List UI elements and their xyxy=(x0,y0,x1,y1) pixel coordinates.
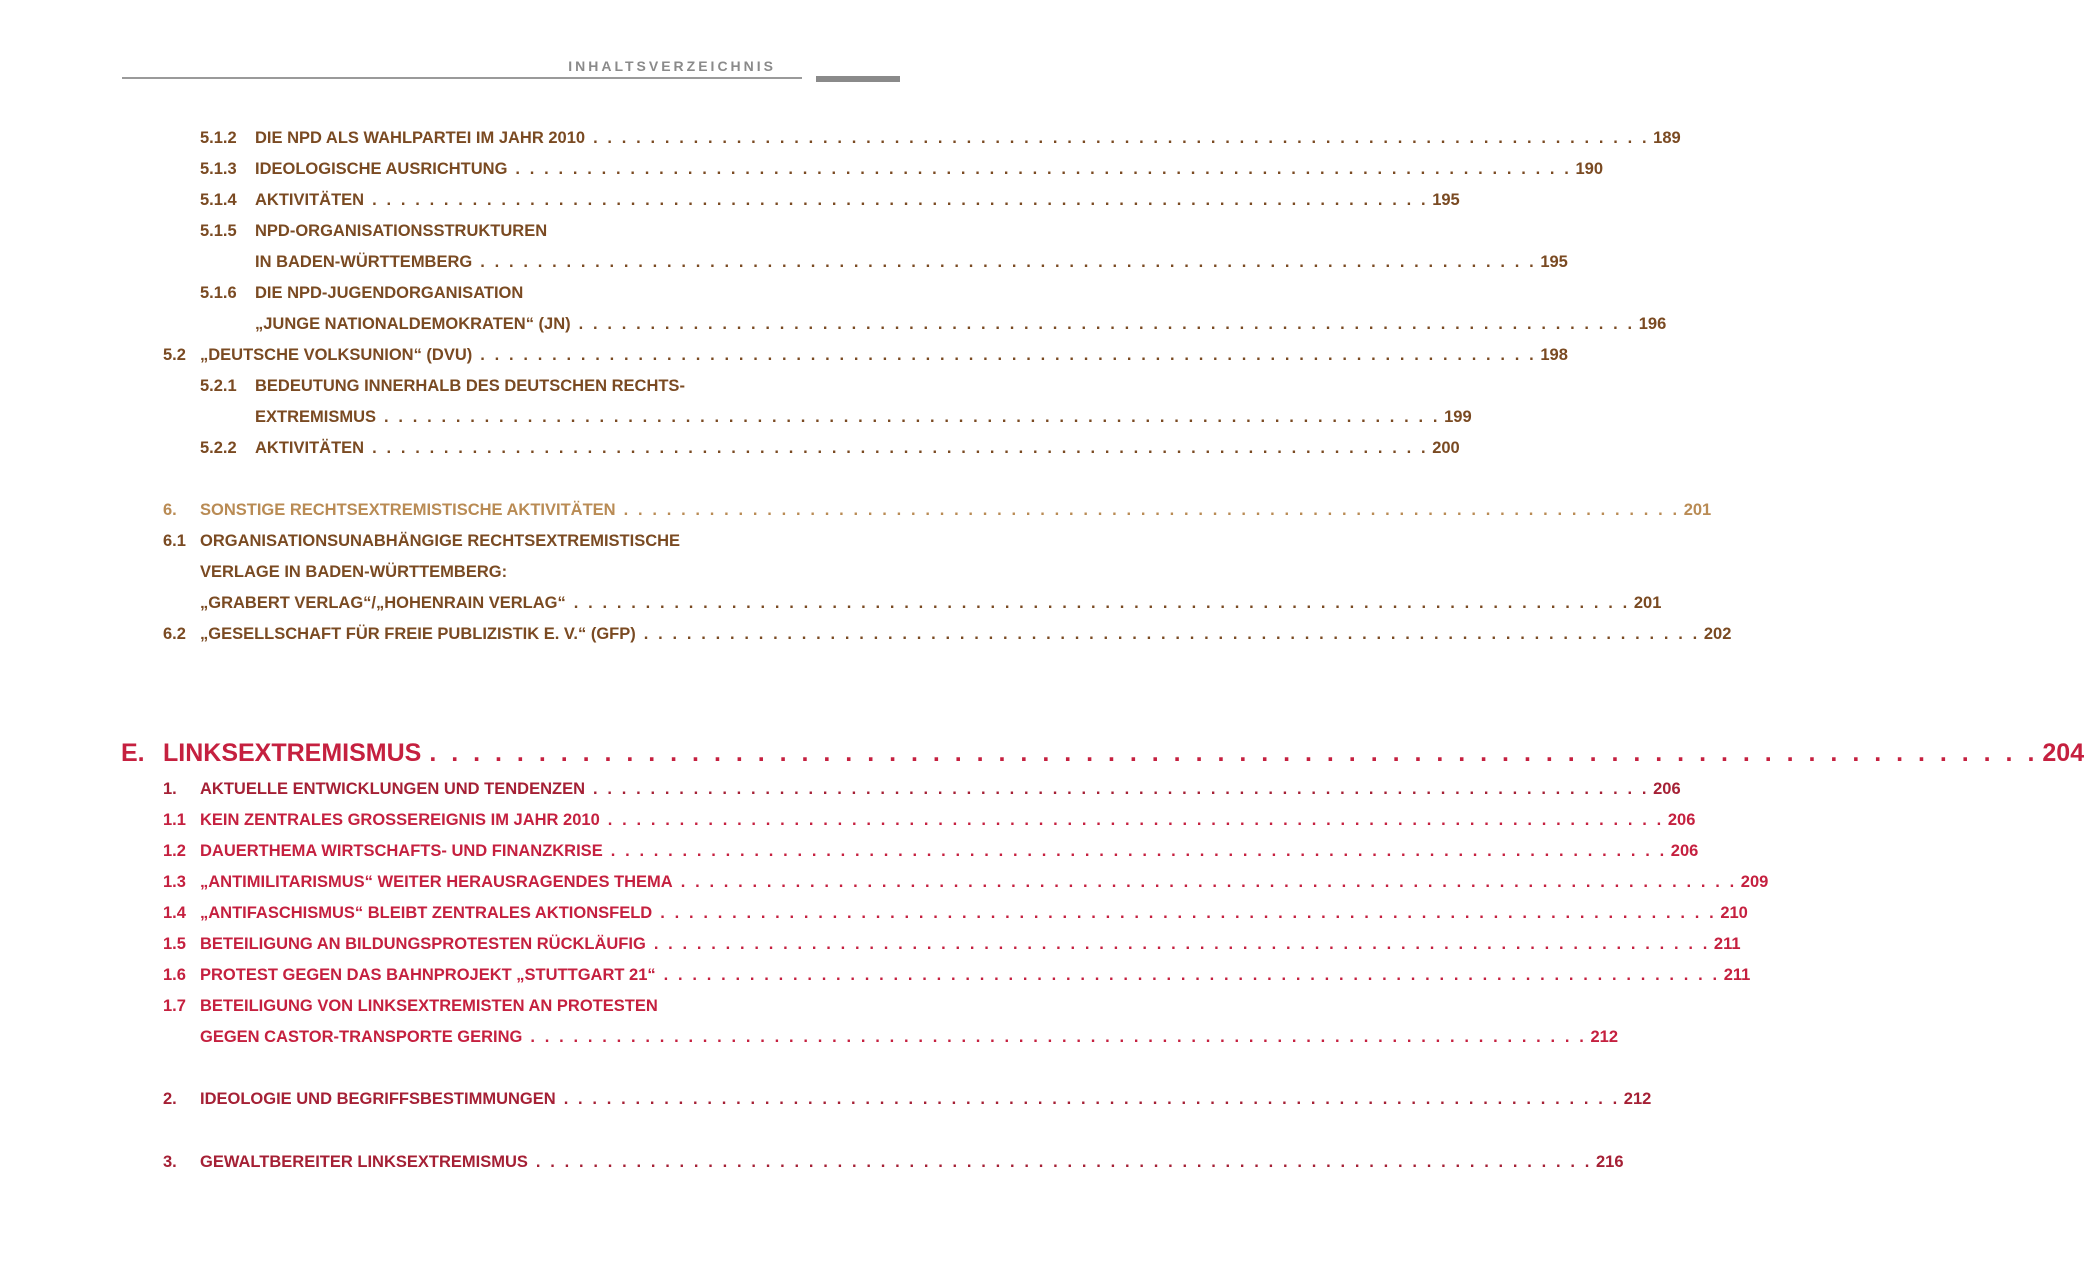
header-title: INHALTSVERZEICHNIS xyxy=(568,58,776,74)
toc-title: IDEOLOGIE UND BEGRIFFSBESTIMMUNGEN xyxy=(200,1090,556,1108)
toc-title: VERLAGE IN BADEN-WÜRTTEMBERG: xyxy=(200,563,508,581)
toc-page-number: 199 xyxy=(1444,408,1472,426)
toc-title: „GRABERT VERLAG“/„HOHENRAIN VERLAG“ xyxy=(200,594,566,612)
toc-leader-dots: . . . . . . . . . . . . . . . . . . . . . . . . . . . . . . . . . . . . . . . . . . . . . . . . . . . . . . . . . . . . . . . . . . . . . . . . . . xyxy=(680,873,1737,891)
toc-title: KEIN ZENTRALES GROSSEREIGNIS IM JAHR 2010 xyxy=(200,811,600,829)
toc-leader-dots: . . . . . . . . . . . . . . . . . . . . . . . . . . . . . . . . . . . . . . . . . . . . . . . . . . . . . . . . . . . . . . . . . . . . . . . . . . xyxy=(563,1090,1620,1108)
toc-title: NPD-ORGANISATIONSSTRUKTUREN xyxy=(255,222,548,240)
toc-title: EXTREMISMUS xyxy=(255,408,377,426)
toc-leader-dots: . . . . . . . . . . . . . . . . . . . . . . . . . . . . . . . . . . . . . . . . . . . . . . . . . . . . . . . . . . . . . . . . . . . . . . . . . . xyxy=(623,501,1680,519)
toc-page-number: 206 xyxy=(1667,811,1696,829)
toc-leader-dots: . . . . . . . . . . . . . . . . . . . . . . . . . . . . . . . . . . . . . . . . . . . . . . . . . . . . . . . . . . . . . . . . . . . . . . . . . . xyxy=(535,1153,1592,1171)
toc-page-number: 195 xyxy=(1540,253,1568,271)
toc-title: DIE NPD-JUGENDORGANISATION xyxy=(255,284,524,302)
toc-number: 5.1.5 xyxy=(200,222,237,240)
toc-title: „DEUTSCHE VOLKSUNION“ (DVU) xyxy=(200,346,473,364)
toc-title: PROTEST GEGEN DAS BAHNPROJEKT „STUTTGART 21“ xyxy=(200,966,656,984)
toc-leader-dots: . . . . . . . . . . . . . . . . . . . . . . . . . . . . . . . . . . . . . . . . . . . . . . . . . . . . . . . . . . . . . . . . . . . . . . . . . . xyxy=(480,346,1537,364)
toc-leader-dots: . . . . . . . . . . . . . . . . . . . . . . . . . . . . . . . . . . . . . . . . . . . . . . . . . . . . . . . . . . . . . . . . . . . . . . . . . . xyxy=(660,904,1717,922)
toc-number: 5.2.2 xyxy=(200,439,237,457)
toc-page-number: 204 xyxy=(2042,739,2084,767)
toc-page-number: 198 xyxy=(1540,346,1568,364)
toc-entry[interactable] xyxy=(0,377,900,408)
toc-page-number: 195 xyxy=(1432,191,1460,209)
toc-number: 1.1 xyxy=(163,811,186,829)
toc-entry[interactable] xyxy=(0,160,1604,191)
toc-entry[interactable] xyxy=(0,222,900,253)
toc-number: 5.2.1 xyxy=(200,377,237,395)
toc-entry-continuation[interactable] xyxy=(0,563,900,594)
toc-leader-dots: . . . . . . . . . . . . . . . . . . . . . . . . . . . . . . . . . . . . . . . . . . . . . . . . . . . . . . . . . . . . . . . . . . . . . . . . . . xyxy=(480,253,1537,271)
toc-leader-dots: . . . . . . . . . . . . . . . . . . . . . . . . . . . . . . . . . . . . . . . . . . . . . . . . . . . . . . . . . . . . . . . . . . . . . . . . . . xyxy=(384,408,1441,426)
toc-title: „GESELLSCHAFT FÜR FREIE PUBLIZISTIK E. V.“ (GFP) xyxy=(200,625,636,643)
toc-leader-dots: . . . . . . . . . . . . . . . . . . . . . . . . . . . . . . . . . . . . . . . . . . . . . . . . . . . . . . . . . . . . . . . . . . . . . . . . . . xyxy=(573,594,1630,612)
toc-page-number: 196 xyxy=(1638,315,1667,333)
toc-number: 3. xyxy=(163,1153,177,1171)
toc-entry-continuation[interactable] xyxy=(0,1028,1619,1059)
toc-entry[interactable] xyxy=(0,346,1568,377)
toc-page-number: 209 xyxy=(1740,873,1769,891)
toc-number: 5.1.2 xyxy=(200,129,237,147)
toc-number: 5.1.6 xyxy=(200,284,237,302)
toc-entry[interactable] xyxy=(0,1090,1652,1121)
toc-number: 1.3 xyxy=(163,873,186,891)
toc-number: 6.2 xyxy=(163,625,186,643)
toc-entry[interactable] xyxy=(0,191,1460,222)
toc-entry[interactable] xyxy=(0,997,900,1028)
toc-entry[interactable] xyxy=(0,780,1681,811)
toc-title: „JUNGE NATIONALDEMOKRATEN“ (JN) xyxy=(255,315,571,333)
toc-number: 1. xyxy=(163,780,177,798)
toc-leader-dots: . . . . . . . . . . . . . . . . . . . . . . . . . . . . . . . . . . . . . . . . . . . . . . . . . . . . . . . . . . . . . . . . . . . . . . . . . . xyxy=(610,842,1667,860)
toc-number: 1.5 xyxy=(163,935,186,953)
toc-number: 1.7 xyxy=(163,997,186,1015)
toc-title: LINKSEXTREMISMUS xyxy=(163,739,422,767)
toc-title: DIE NPD ALS WAHLPARTEI IM JAHR 2010 xyxy=(255,129,586,147)
toc-page-number: 200 xyxy=(1432,439,1460,457)
toc-leader-dots: . . . . . . . . . . . . . . . . . . . . . . . . . . . . . . . . . . . . . . . . . . . . . . . . . . . . . . . . . . . . . . . . . . . . . . . . . . xyxy=(530,1028,1587,1046)
toc-title: ORGANISATIONSUNABHÄNGIGE RECHTSEXTREMISTISCHE xyxy=(200,532,681,550)
toc-title: „ANTIFASCHISMUS“ BLEIBT ZENTRALES AKTIONSFELD xyxy=(200,904,653,922)
toc-title: BETEILIGUNG AN BILDUNGSPROTESTEN RÜCKLÄUFIG xyxy=(200,935,646,953)
toc-leader-dots: . . . . . . . . . . . . . . . . . . . . . . . . . . . . . . . . . . . . . . . . . . . . . . . . . . . . . . . . . . . . . . . . . . . . . . . . . . xyxy=(515,160,1572,178)
toc-page-number: 201 xyxy=(1633,594,1662,612)
toc-page-number: 211 xyxy=(1723,966,1751,984)
toc-chapter-entry[interactable] xyxy=(0,739,2084,779)
toc-number: 1.2 xyxy=(163,842,186,860)
toc-entry[interactable] xyxy=(0,811,1696,842)
toc-entry[interactable] xyxy=(0,873,1769,904)
toc-leader-dots: . . . . . . . . . . . . . . . . . . . . . . . . . . . . . . . . . . . . . . . . . . . . . . . . . . . . . . . . . . . . . . . . . . . . . . . . . . xyxy=(372,439,1429,457)
toc-title: IN BADEN-WÜRTTEMBERG xyxy=(255,253,473,271)
toc-entry[interactable] xyxy=(0,842,1699,873)
toc-entry-continuation[interactable] xyxy=(0,408,1472,439)
toc-entry-continuation[interactable] xyxy=(0,594,1662,625)
toc-leader-dots: . . . . . . . . . . . . . . . . . . . . . . . . . . . . . . . . . . . . . . . . . . . . . . . . . . . . . . . . . . . . . . . . . . . . . . . . . . xyxy=(372,191,1429,209)
toc-leader-dots: . . . . . . . . . . . . . . . . . . . . . . . . . . . . . . . . . . . . . . . . . . . . . . . . . . . . . . . . . . . . . . . . . . . . . . . . . . xyxy=(663,966,1720,984)
toc-page-number: 216 xyxy=(1595,1153,1624,1171)
toc-title: DAUERTHEMA WIRTSCHAFTS- UND FINANZKRISE xyxy=(200,842,603,860)
toc-entry[interactable] xyxy=(0,904,1748,935)
header-rule xyxy=(122,77,802,79)
toc-entry[interactable] xyxy=(0,966,1751,997)
toc-entry[interactable] xyxy=(0,129,1681,160)
toc-leader-dots: . . . . . . . . . . . . . . . . . . . . . . . . . . . . . . . . . . . . . . . . . . . . . . . . . . . . . . . . . . . . . . . . . . . . . . . . . . xyxy=(429,739,2039,767)
toc-page-number: 202 xyxy=(1703,625,1732,643)
toc-page-number: 211 xyxy=(1713,935,1741,953)
toc-leader-dots: . . . . . . . . . . . . . . . . . . . . . . . . . . . . . . . . . . . . . . . . . . . . . . . . . . . . . . . . . . . . . . . . . . . . . . . . . . xyxy=(643,625,1700,643)
toc-title: GEWALTBEREITER LINKSEXTREMISMUS xyxy=(200,1153,528,1171)
toc-number: 5.1.3 xyxy=(200,160,237,178)
toc-entry[interactable] xyxy=(0,284,900,315)
toc-page-number: 212 xyxy=(1590,1028,1619,1046)
toc-entry[interactable] xyxy=(0,625,1732,656)
toc-entry-continuation[interactable] xyxy=(0,253,1568,284)
toc-leader-dots: . . . . . . . . . . . . . . . . . . . . . . . . . . . . . . . . . . . . . . . . . . . . . . . . . . . . . . . . . . . . . . . . . . . . . . . . . . xyxy=(593,780,1650,798)
toc-title: AKTUELLE ENTWICKLUNGEN UND TENDENZEN xyxy=(200,780,585,798)
toc-number: 1.6 xyxy=(163,966,186,984)
toc-number: 5.1.4 xyxy=(200,191,237,209)
toc-leader-dots: . . . . . . . . . . . . . . . . . . . . . . . . . . . . . . . . . . . . . . . . . . . . . . . . . . . . . . . . . . . . . . . . . . . . . . . . . . xyxy=(653,935,1710,953)
toc-entry[interactable] xyxy=(0,439,1460,470)
toc-title: BETEILIGUNG VON LINKSEXTREMISTEN AN PROTESTEN xyxy=(200,997,658,1015)
toc-title: AKTIVITÄTEN xyxy=(255,191,365,209)
toc-title: IDEOLOGISCHE AUSRICHTUNG xyxy=(255,160,508,178)
toc-title: SONSTIGE RECHTSEXTREMISTISCHE AKTIVITÄTEN xyxy=(200,501,616,519)
toc-number: 1.4 xyxy=(163,904,186,922)
header-tab-marker xyxy=(816,76,900,82)
toc-number: 6.1 xyxy=(163,532,186,550)
toc-entry[interactable] xyxy=(0,935,1741,966)
toc-number: 5.2 xyxy=(163,346,186,364)
toc-page-number: 206 xyxy=(1653,780,1681,798)
toc-entry[interactable] xyxy=(0,532,900,563)
toc-title: „ANTIMILITARISMUS“ WEITER HERAUSRAGENDES THEMA xyxy=(200,873,673,891)
toc-entry[interactable] xyxy=(0,501,1712,532)
toc-page-number: 190 xyxy=(1575,160,1604,178)
toc-title: BEDEUTUNG INNERHALB DES DEUTSCHEN RECHTS- xyxy=(255,377,685,395)
toc-leader-dots: . . . . . . . . . . . . . . . . . . . . . . . . . . . . . . . . . . . . . . . . . . . . . . . . . . . . . . . . . . . . . . . . . . . . . . . . . . xyxy=(607,811,1664,829)
toc-title: AKTIVITÄTEN xyxy=(255,439,365,457)
toc-page-number: 210 xyxy=(1720,904,1748,922)
toc-chapter-letter: E. xyxy=(121,739,145,767)
toc-entry-continuation[interactable] xyxy=(0,315,1667,346)
toc-number: 2. xyxy=(163,1090,177,1108)
toc-title: GEGEN CASTOR-TRANSPORTE GERING xyxy=(200,1028,523,1046)
toc-page-number: 201 xyxy=(1683,501,1712,519)
toc-page-number: 189 xyxy=(1653,129,1681,147)
toc-number: 6. xyxy=(163,501,177,519)
toc-page-number: 212 xyxy=(1623,1090,1652,1108)
toc-entry[interactable] xyxy=(0,1153,1624,1184)
toc-leader-dots: . . . . . . . . . . . . . . . . . . . . . . . . . . . . . . . . . . . . . . . . . . . . . . . . . . . . . . . . . . . . . . . . . . . . . . . . . . xyxy=(593,129,1650,147)
toc-leader-dots: . . . . . . . . . . . . . . . . . . . . . . . . . . . . . . . . . . . . . . . . . . . . . . . . . . . . . . . . . . . . . . . . . . . . . . . . . . xyxy=(578,315,1635,333)
toc-page-number: 206 xyxy=(1670,842,1699,860)
